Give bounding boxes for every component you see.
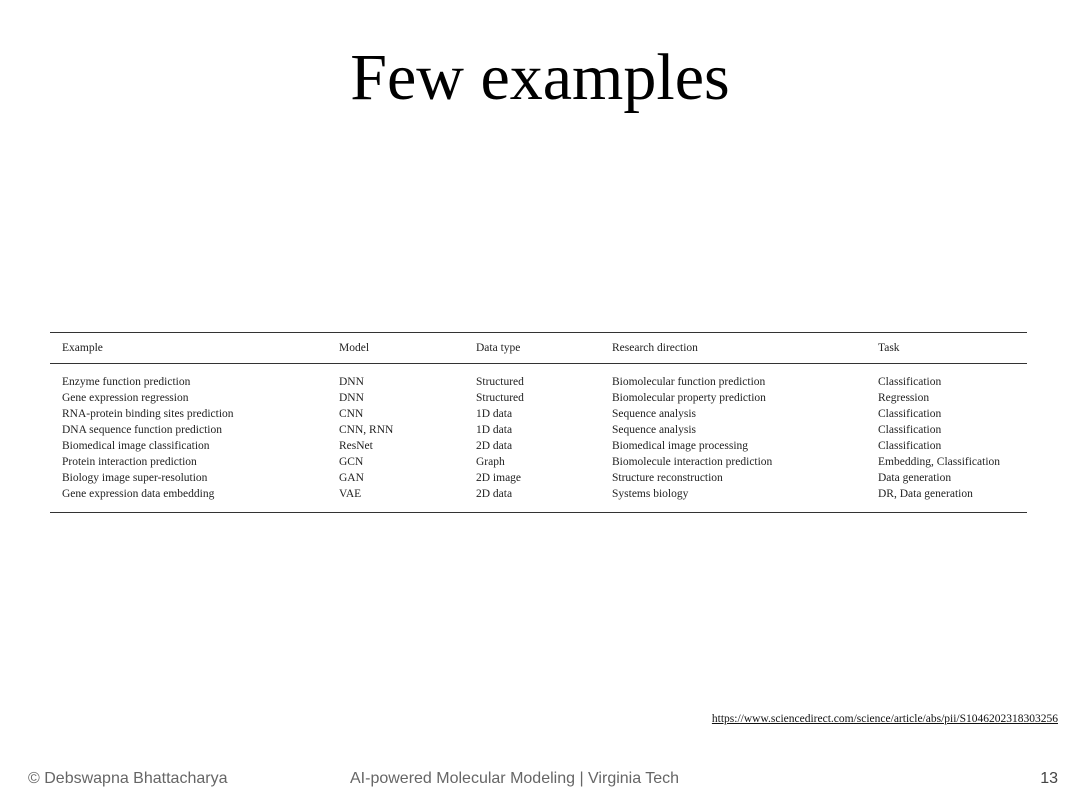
footer-author: © Debswapna Bhattacharya bbox=[28, 770, 228, 787]
cell-data-type: 2D data bbox=[476, 488, 513, 500]
cell-task: Classification bbox=[878, 440, 942, 452]
header-model: Model bbox=[339, 342, 370, 354]
cell-example: Gene expression regression bbox=[62, 392, 189, 404]
cell-model: ResNet bbox=[339, 440, 373, 452]
page-number: 13 bbox=[1040, 770, 1058, 787]
cell-research-direction: Structure reconstruction bbox=[612, 472, 723, 484]
cell-task: DR, Data generation bbox=[878, 488, 973, 500]
table-header bbox=[50, 333, 1027, 364]
table-row bbox=[50, 486, 1027, 512]
cell-data-type: 2D data bbox=[476, 440, 513, 452]
examples-table bbox=[50, 332, 1027, 512]
header-research-direction: Research direction bbox=[612, 342, 698, 354]
cell-research-direction: Systems biology bbox=[612, 488, 689, 500]
cell-data-type: Structured bbox=[476, 376, 524, 388]
cell-task: Data generation bbox=[878, 472, 952, 484]
footer-course: AI-powered Molecular Modeling | Virginia Tech bbox=[350, 770, 680, 787]
cell-model: VAE bbox=[339, 488, 362, 500]
table-row bbox=[50, 422, 1027, 438]
table-header-row bbox=[50, 333, 1027, 364]
cell-research-direction: Sequence analysis bbox=[612, 408, 696, 420]
cell-example: Biology image super-resolution bbox=[62, 472, 208, 484]
table-row bbox=[50, 470, 1027, 486]
cell-data-type: Graph bbox=[476, 456, 505, 468]
table-bottom-rule bbox=[50, 512, 1027, 513]
cell-task: Classification bbox=[878, 424, 942, 436]
cell-example: Protein interaction prediction bbox=[62, 456, 197, 468]
header-data-type: Data type bbox=[476, 342, 521, 354]
cell-model: CNN, RNN bbox=[339, 424, 394, 436]
table-row bbox=[50, 364, 1027, 391]
slide-title: Few examples bbox=[350, 41, 730, 114]
cell-research-direction: Biomolecule interaction prediction bbox=[612, 456, 773, 468]
source-link[interactable]: https://www.sciencedirect.com/science/article/abs/pii/S1046202318303256 bbox=[711, 713, 1058, 725]
cell-task: Regression bbox=[878, 392, 930, 404]
cell-model: GAN bbox=[339, 472, 364, 484]
cell-research-direction: Biomedical image processing bbox=[612, 440, 749, 452]
cell-model: CNN bbox=[339, 408, 364, 420]
cell-example: Biomedical image classification bbox=[62, 440, 210, 452]
cell-task: Classification bbox=[878, 376, 942, 388]
cell-task: Embedding, Classification bbox=[878, 456, 1001, 468]
cell-model: GCN bbox=[339, 456, 364, 468]
cell-data-type: 1D data bbox=[476, 408, 513, 420]
cell-data-type: 1D data bbox=[476, 424, 513, 436]
cell-example: DNA sequence function prediction bbox=[62, 424, 222, 436]
cell-task: Classification bbox=[878, 408, 942, 420]
cell-example: Enzyme function prediction bbox=[62, 376, 191, 388]
cell-data-type: 2D image bbox=[476, 472, 522, 484]
cell-example: Gene expression data embedding bbox=[62, 488, 215, 500]
cell-research-direction: Biomolecular property prediction bbox=[612, 392, 766, 404]
header-example: Example bbox=[62, 342, 103, 354]
table-row bbox=[50, 454, 1027, 470]
cell-model: DNN bbox=[339, 392, 364, 404]
table-row bbox=[50, 390, 1027, 406]
examples-table-container bbox=[50, 332, 1027, 513]
table-row bbox=[50, 406, 1027, 422]
table-row bbox=[50, 438, 1027, 454]
cell-research-direction: Biomolecular function prediction bbox=[612, 376, 766, 388]
cell-research-direction: Sequence analysis bbox=[612, 424, 696, 436]
header-task: Task bbox=[878, 342, 900, 354]
cell-data-type: Structured bbox=[476, 392, 524, 404]
cell-example: RNA-protein binding sites prediction bbox=[62, 408, 234, 420]
table-body bbox=[50, 364, 1027, 513]
cell-model: DNN bbox=[339, 376, 364, 388]
